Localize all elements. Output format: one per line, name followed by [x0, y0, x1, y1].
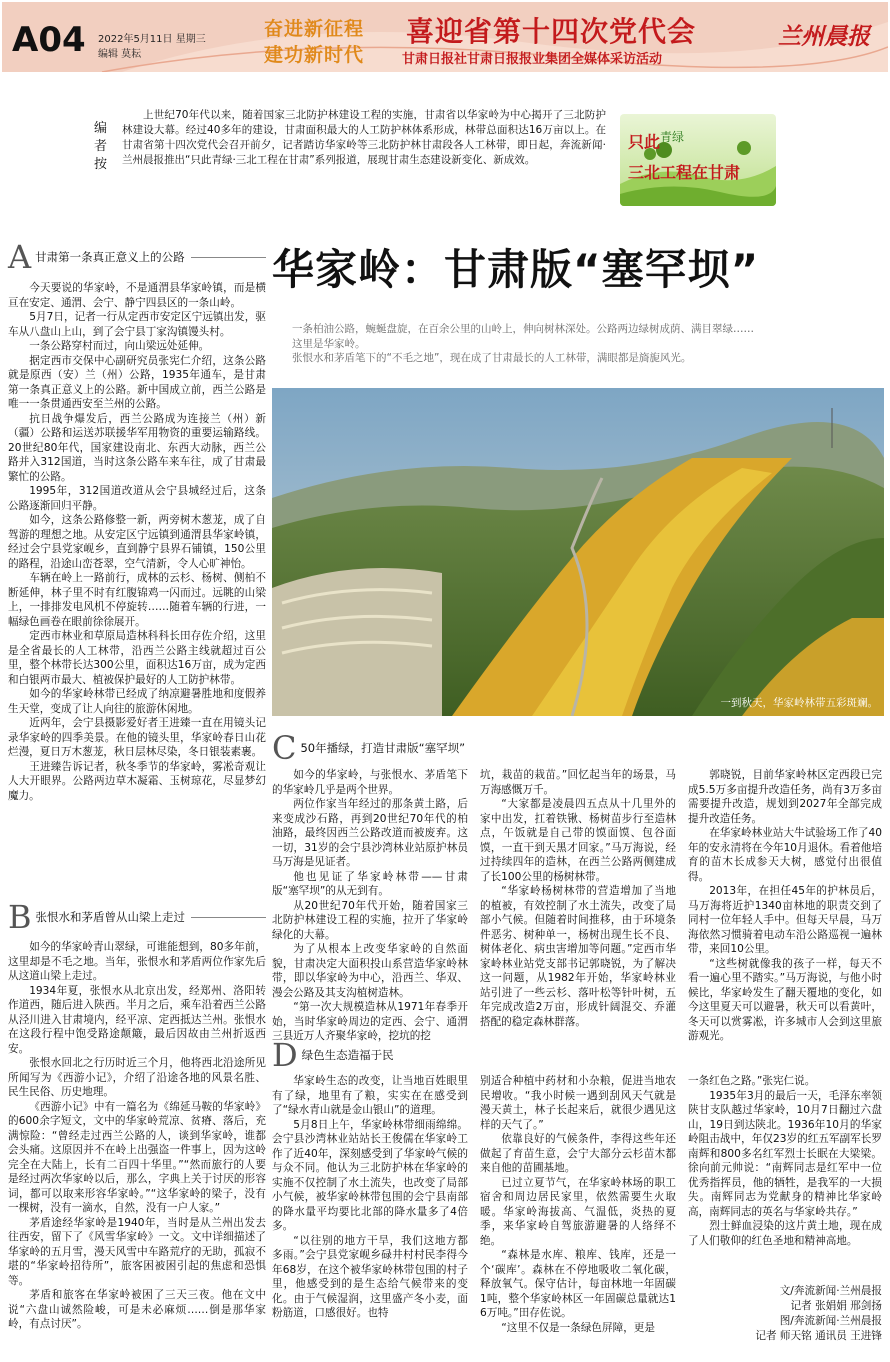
paragraph: 车辆在岭上一路前行，成林的云杉、杨树、侧柏不断延伸，林子里不时有红腹锦鸡一闪而过。远眺的山梁上，一排排发电风机不停旋转……随着车辆的行进，一幅绿色画卷在眼前徐徐展开。 [8, 572, 266, 628]
page-number: A04 [12, 20, 86, 60]
section-b-title: 张恨水和茅盾曾从山梁上走过 [35, 910, 186, 924]
paragraph: “森林是水库、粮库、钱库，还是一个‘碳库’。森林在不停地吸收二氧化碳，释放氧气。保守估计，每亩林地一年固碳1吨，整个华家岭林区一年固碳总量就达16万吨。”田存佐说。 [480, 1249, 676, 1319]
paragraph: “大家都是凌晨四五点从十几里外的家中出发，扛着铁锹、杨树苗步行至造林点，午饭就是自己带的馍面馍、包谷面馍，一直干到天黑才回家。”马万海说，经过持续四年的造林，在西兰公路两侧建成了长100公里的杨树林带。 [480, 798, 676, 883]
paragraph: 《西游小记》中有一篇名为《绵延马鞍的华家岭》的600余字短文，文中的华家岭荒凉、贫瘠、落后，充满惊险：“曾经走过西兰公路的人，谈到华家岭，谁都会头痛。这原因并不在岭上出强盗一件事上，因为这岭完全在大陆上，长有二百四十华里。”“然而旅行的人要是经过两次华家岭以后，那么，字典上关于讨厌的形容词，都可以取来形容华家岭。”“这华家岭的梁子，没有一棵树，没有一滴水，自然，没有一户人家。” [8, 1100, 266, 1214]
paragraph: 1934年夏，张恨水从北京出发，经郑州、洛阳转作道西，随后进入陕西。半月之后，乘车沿着西兰公路从泾川进入甘肃境内，经平凉、定西抵达兰州。张恨水在这段行程中饱受路途颠簸，最后因故由兰州折返西安。 [8, 984, 266, 1055]
editor-credit: 编辑 莫耘 [98, 49, 142, 60]
header-banner [2, 2, 888, 72]
series-logo [620, 114, 776, 206]
paragraph: 5月8日上午，华家岭林带细雨绵绵。会宁县沙湾林业站站长王俊儒在华家岭工作了近40年，深刻感受到了华家岭气候的与众不同。他认为三北防护林在华家岭的实施不仅控制了水土流失，也改变了局部小气候，被华家岭林带包围的会宁县南部的降水量平均要比北部的降水量多了4倍多。 [272, 1118, 468, 1232]
paragraph: 5月7日，记者一行从定西市安定区宁远镇出发，驱车从八盘山上山，到了会宁县丁家沟镇馒头村。 [8, 311, 266, 338]
paragraph: 从20世纪70年代开始，随着国家三北防护林建设工程的实施，拉开了华家岭绿化的大幕。 [272, 899, 468, 941]
slogan-line-2: 建功新时代 [264, 44, 365, 66]
paragraph: 烈士鲜血浸染的这片黄土地，现在成了人们敬仰的红色圣地和精神高地。 [688, 1220, 882, 1247]
column-3-lower [480, 1074, 676, 1335]
campaign-subtitle: 甘肃日报社甘肃日报报业集团全媒体采访活动 [402, 52, 663, 67]
section-a-title: 甘肃第一条真正意义上的公路 [35, 250, 185, 264]
paragraph: 依靠良好的气候条件，李得这些年还做起了育苗生意，会宁大部分云杉苗木都来自他的苗圃基地。 [480, 1133, 676, 1174]
section-c-heading [272, 729, 468, 767]
slogan-line-1: 奋进新征程 [264, 18, 365, 40]
paragraph: 张恨水回北之行历时近三个月，他将西北沿途所见所闻写为《西游小记》，介绍了沿途各地的风景名胜、民生民俗、历史地理。 [8, 1057, 266, 1098]
paragraph: 如今的华家岭，与张恨水、茅盾笔下的华家岭几乎是两个世界。 [272, 769, 468, 796]
byline [688, 1284, 882, 1344]
paragraph: 据定西市交保中心副研究员张宪仁介绍，这条公路就是原西（安）兰（州）公路，1935年通车，是甘肃第一条真正意义上的公路。新中国成立前，西兰公路是唯一一条贯通西安至兰州的公路。 [8, 354, 266, 410]
section-d-title: 绿色生态造福于民 [301, 1048, 394, 1062]
section-a-rule [191, 257, 266, 258]
photo-landscape-illustration [272, 388, 884, 716]
section-b-letter: B [8, 898, 32, 936]
section-a-body [8, 281, 266, 803]
editor-note-text: 上世纪70年代以来，随着国家三北防护林建设工程的实施，甘肃省以华家岭为中心揭开了三北防护林建设大幕。经过40多年的建设，甘肃面积最大的人工防护林体系形成，林带总面积达16万亩以上。在甘肃省第十四次党代会召开前夕，记者踏访华家岭等三北防护林甘肃段各人工林带，即日起，奔流新闻·兰州晨报推出“只此青绿·三北工程在甘肃”系列报道，展现甘肃生态建设新变化、新成效。 [122, 109, 606, 166]
paragraph: 为了从根本上改变华家岭的自然面貌，甘肃决定大面积投山系营造华家岭林带，即以华家岭为中心，沿西兰、华双、漫会公路及其支沟植树造林。 [272, 943, 468, 999]
paragraph: 茅盾和旅客在华家岭被困了三天三夜。他在文中说“六盘山诚然险峻，可是未必麻烦……倒是那华家岭，有点讨厌”。 [8, 1289, 266, 1330]
paragraph: 今天要说的华家岭，不是通渭县华家岭镇，而是横亘在安定、通渭、会宁、静宁四县区的一条山岭。 [8, 282, 266, 309]
paragraph: “这里不仅是一条绿色屏障，更是 [501, 1321, 655, 1334]
column-4-lower [688, 1074, 882, 1248]
series-logo-line2: 三北工程在甘肃 [628, 163, 741, 182]
paragraph: 抗日战争爆发后，西兰公路成为连接兰（州）新（疆）公路和运送苏联援华军用物资的重要运输路线。20世纪80年代，国家建设南北、东西大动脉，西兰公路并入312国道，当时这条公路车来车往，成了甘肃最繁忙的公路。 [8, 412, 266, 483]
section-d-heading [272, 1036, 468, 1074]
paragraph: 郭晓锐，目前华家岭林区定西段已完成5.5万多亩提升改造任务，尚有3万多亩需要提升改造，规划到2027年全部完成提升改造任务。 [688, 769, 882, 825]
section-a-heading [8, 238, 266, 276]
section-c-body [272, 768, 468, 1044]
byline-line: 图/奔流新闻·兰州晨报 [779, 1315, 882, 1327]
paragraph: 一条公路穿村而过，向山梁远处延伸。 [29, 340, 210, 352]
series-logo-line1 [628, 128, 684, 152]
byline-line: 记者 张娟娟 邢剑扬 [790, 1300, 882, 1312]
series-logo-word-2: 青绿 [660, 130, 685, 144]
deck-line: 一条柏油公路，蜿蜒盘旋，在百余公里的山岭上，伸向树林深处。公路两边绿树成荫、满目翠绿…… [292, 323, 754, 335]
masthead-logo: 兰州晨报 [778, 23, 870, 50]
byline-line: 记者 师天铭 通讯员 王进锋 [755, 1330, 882, 1342]
column-4-upper [688, 768, 882, 1044]
section-d-body [272, 1074, 468, 1321]
series-logo-word-1: 只此 [628, 132, 661, 152]
deck [292, 322, 812, 366]
paragraph: 已过立夏节气，在华家岭林场的职工宿舍和周边居民家里，依然需要生火取暖。华家岭海拔高、气温低，炎热的夏季，来华家岭自驾旅游避暑的人络绎不绝。 [480, 1176, 676, 1247]
photo-caption: 一到秋天，华家岭林带五彩斑斓。 [720, 697, 878, 709]
paragraph: 一条红色之路。”张宪仁说。 [688, 1075, 816, 1087]
paragraph: 1995年，312国道改道从会宁县城经过后，这条公路逐渐回归平静。 [8, 485, 266, 512]
section-c-letter: C [272, 729, 297, 767]
section-c-title: 50年播绿，打造甘肃版“塞罕坝” [300, 741, 466, 755]
paragraph: 坑，栽苗的栽苗。”回忆起当年的场景，马万海感慨万千。 [480, 769, 676, 796]
paragraph: 两位作家当年经过的那条黄土路，后来变成沙石路，再到20世纪70年代的柏油路，最终因西兰公路改道而被废弃。这一切，31岁的会宁县沙湾林业站原护林员马万海是见证者。 [272, 798, 468, 868]
paragraph: 他也见证了华家岭林带——甘肃版“塞罕坝”的从无到有。 [272, 870, 468, 897]
paragraph: 如今的华家岭林带已经成了纳凉避暑胜地和度假养生天堂，变成了让人向往的旅游休闲地。 [8, 688, 266, 715]
paragraph: 如今的华家岭青山翠绿，可谁能想到，80多年前，这里却是不毛之地。当年，张恨水和茅盾两位作家先后从这道山梁上走过。 [8, 941, 266, 982]
paragraph: 王进臻告诉记者，秋冬季节的华家岭，雾凇奇观让人大开眼界。公路两边草木凝霜、玉树琼花，尽显梦幻魔力。 [8, 760, 266, 802]
paragraph: 在华家岭林业站大牛试验场工作了40年的安永清将在今年10月退休。看着他培育的苗木长成参天大树，感觉付出很值得。 [688, 827, 882, 883]
section-b-heading [8, 898, 266, 936]
paragraph: 近两年，会宁县摄影爱好者王进臻一直在用镜头记录华家岭的四季美景。在他的镜头里，华家岭春日山花烂漫，夏日万木葱茏，秋日层林尽染，冬日银装素裹。 [8, 717, 266, 758]
paragraph: 2013年，在担任45年的护林员后，马万海将近护1340亩林地的职责交到了同村一位年轻人手中。但每天早晨，马万海依然习惯骑着电动车沿公路巡视一遍林带，来回10公里。 [688, 885, 882, 955]
editor-note-label-text: 编者按 [94, 121, 108, 172]
campaign-title: 喜迎省第十四次党代会 [406, 15, 697, 48]
paragraph: 茅盾途经华家岭是1940年，当时是从兰州出发去往西安，留下了《风雪华家岭》一文。文中详细描述了华家岭的五月雪，漫天风雪中车路荒疗的无助，孤寂不堪的“华家岭招待所”，旅客困被困引起的焦虑和恐惧等。 [8, 1216, 266, 1287]
section-d-letter: D [272, 1036, 298, 1074]
paragraph: 定西市林业和草原局造林科科长田存佐介绍，这里是全省最长的人工林带，沿西兰公路主线就超过百公里，整个林带长达300公里，面积达16万亩，成为定西和白银两市最大、植被保护最好的人工防护林带。 [8, 630, 266, 686]
paragraph: 1935年3月的最后一天，毛泽东率领陕甘支队越过华家岭，10月7日翻过六盘山，19日到达陕北。1936年10月的华家岭阻击战中，年仅23岁的红五军副军长罗南辉和800多名红军烈士长眠在大梁梁。徐向前元帅说：“南辉同志是红军中一位优秀指挥员，他的牺牲，是我军的一大损失。南辉同志为党献身的精神比华家岭高，南辉同志的英名与华家岭共存。” [688, 1089, 882, 1218]
section-b-rule [191, 917, 266, 918]
paragraph: “第一次大规模造林从1971年春季开始，当时华家岭周边的定西、会宁、通渭三县近万人齐聚华家岭，挖坑的挖 [272, 1001, 468, 1042]
issue-date: 2022年5月11日 星期三 [98, 34, 206, 45]
paragraph: 如今，这条公路修整一新，两旁树木葱茏，成了自驾游的理想之地。从安定区宁远镇到通渭县华家岭镇，经过会宁县党家岘乡，直到静宁县界石铺镇，150公里的路程，沿途山峦苍翠，空气清新，令人心旷神怡。 [8, 514, 266, 570]
byline-line: 文/奔流新闻·兰州晨报 [779, 1285, 882, 1297]
paragraph: “以往别的地方干旱，我们这地方都多雨。”会宁县党家岘乡碌井村村民李得今年68岁，在这个被华家岭林带包围的村子里，他感受到的是生态给气候带来的变化。由于气候湿润，这里盛产冬小麦，面粉筋道，口感很好。也特 [272, 1234, 468, 1319]
column-3-upper [480, 768, 676, 1029]
main-photo [272, 388, 884, 716]
editor-note-label [94, 120, 110, 174]
section-b-body [8, 940, 266, 1332]
paragraph: 华家岭生态的改变，让当地百姓眼里有了绿，地里有了粮，实实在在感受到了“绿水青山就是金山银山”的道理。 [272, 1075, 468, 1116]
deck-line: 张恨水和茅盾笔下的“不毛之地”，现在成了甘肃最长的人工林带，满眼都是旖旎风光。 [292, 352, 692, 364]
section-a-letter: A [8, 238, 32, 276]
deck-line: 这里是华家岭。 [292, 337, 366, 350]
headline: 华家岭：甘肃版“塞罕坝” [272, 245, 760, 294]
paragraph: 别适合种植中药材和小杂粮，促进当地农民增收。“我小时候一遇到刮风天气就是漫天黄土，林子长起来后，就很少遇见这样的天气了。” [480, 1075, 676, 1131]
paragraph: “华家岭杨树林带的营造增加了当地的植被，有效控制了水土流失，改变了局部小气候。但随着时间推移，由于环境条件恶劣、树种单一，杨树出现生长不良、树体老化、病虫害增加等问题。”定西市华家岭林业站党支部书记郭晓锐，为了解决这一问题，从1982年开始，华家岭林业站引进了一些云杉、落叶松等针叶树，五年完成改造2万亩，形成针阔混交、乔灌搭配的稳定森林群落。 [480, 885, 676, 1028]
paragraph: “这些树就像我的孩子一样，每天不看一遍心里不踏实。”马万海说，与他小时候比，华家岭发生了翻天覆地的变化，如今这里夏天可以避暑，秋天可以看黄叶，冬天可以赏雾凇，许多城市人会到这里旅游观光。 [688, 957, 882, 1042]
